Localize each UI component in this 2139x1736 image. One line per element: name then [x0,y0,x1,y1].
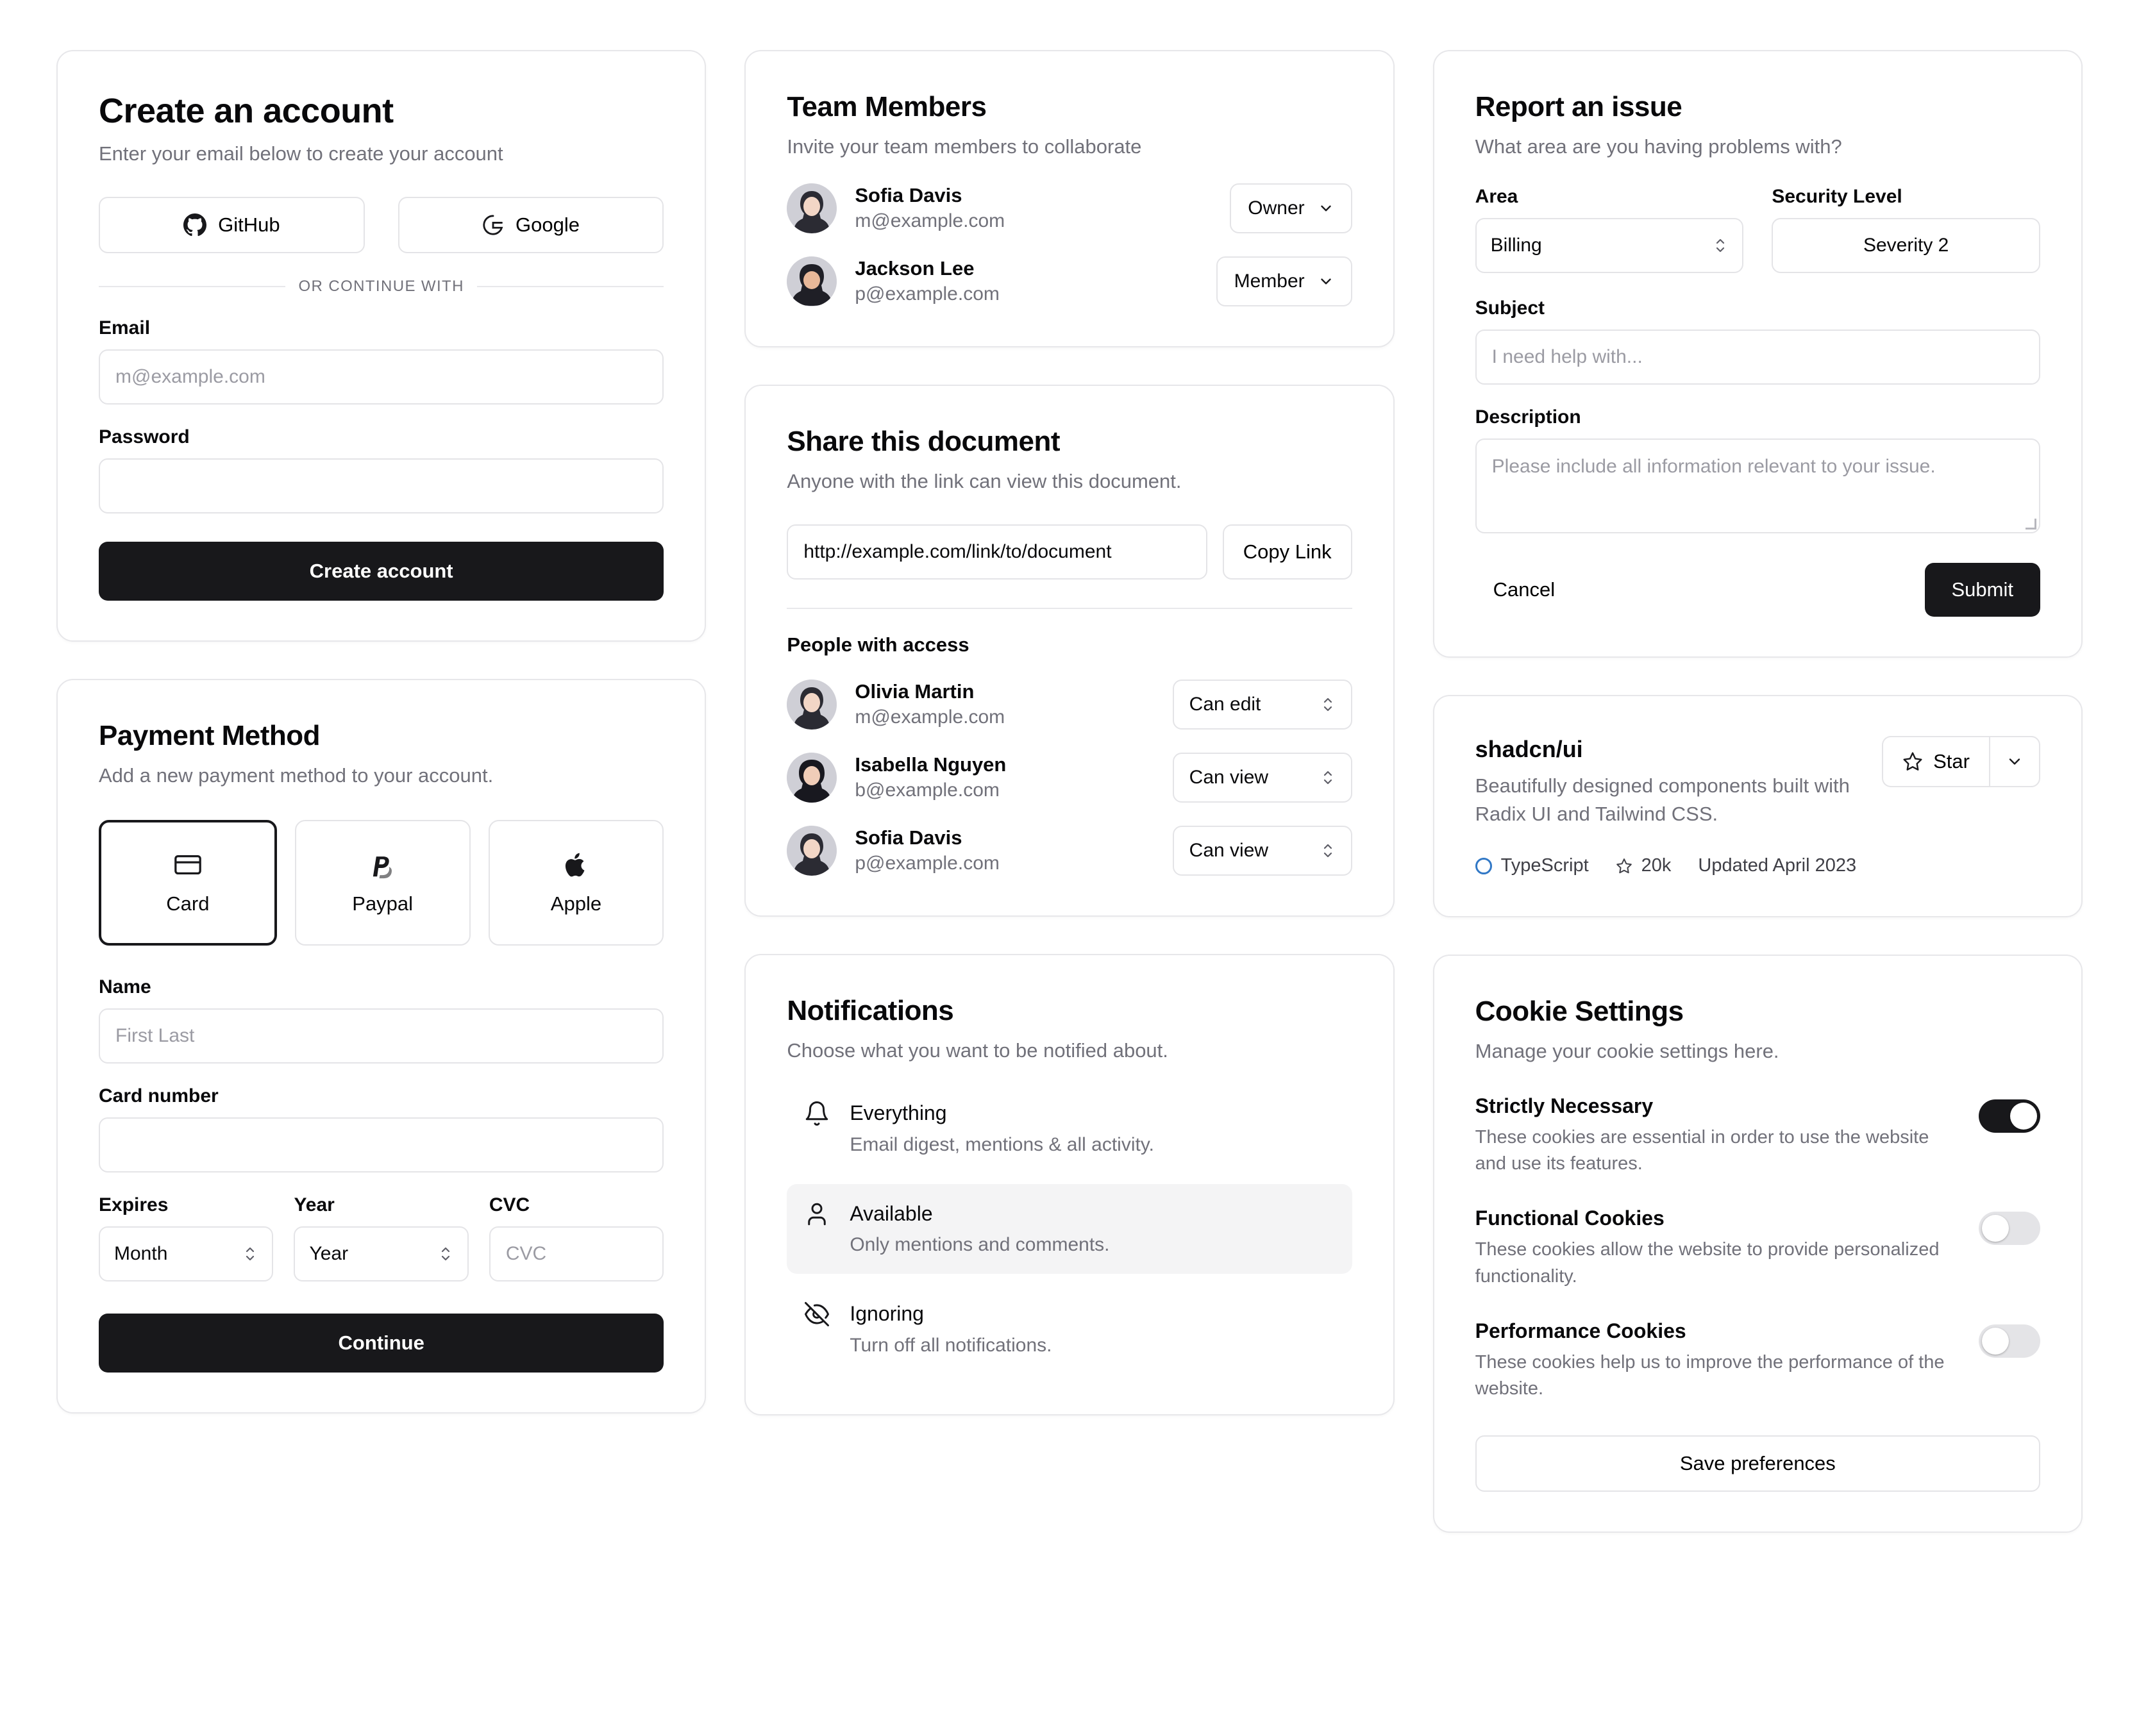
toggle-strictly-necessary[interactable] [1979,1099,2040,1133]
member-info [855,680,1154,730]
area-select[interactable] [1475,218,1744,273]
access-select-0[interactable] [1173,680,1352,730]
cookie-text [1475,1206,1953,1289]
notification-option-everything[interactable] [787,1083,1352,1174]
submit-button[interactable]: Submit [1925,563,2040,617]
year-value: Year [309,1243,349,1265]
password-input[interactable] [99,458,664,513]
chevron-updown-icon [1320,767,1336,789]
toggle-knob [1982,1215,2009,1242]
cvc-label: CVC [489,1194,530,1216]
star-icon [1616,858,1632,874]
avatar [787,680,837,730]
notification-subtitle: Email digest, mentions & all activity. [850,1133,1154,1155]
cookie-row-title: Performance Cookies [1475,1319,1686,1342]
name-label: Name [99,976,151,998]
payment-method-card [56,679,706,1414]
avatar [787,753,837,803]
payment-option-paypal-label: Paypal [352,892,414,915]
save-preferences-button[interactable]: Save preferences [1475,1435,2040,1492]
cookie-row-performance [1475,1319,2040,1402]
area-label: Area [1475,185,1518,207]
description-label: Description [1475,406,1581,428]
share-link-row [787,524,1352,580]
chevron-updown-icon [1320,840,1336,862]
star-icon [1902,751,1923,772]
payment-description: Add a new payment method to your account. [99,764,494,787]
notification-text [850,1201,1109,1258]
payment-option-apple[interactable] [489,820,664,946]
member-info [855,183,1212,233]
cvc-field-group [489,1194,664,1281]
security-level-select[interactable] [1772,218,2040,273]
email-input[interactable]: m@example.com [99,349,664,405]
list-item [787,680,1352,730]
access-value: Can edit [1189,693,1261,715]
subject-field-group [1475,297,2040,385]
copy-link-button[interactable]: Copy Link [1223,524,1352,580]
notifications-description: Choose what you want to be notified about. [787,1039,1168,1062]
year-label: Year [294,1194,335,1216]
role-value: Member [1234,270,1305,292]
cancel-button[interactable]: Cancel [1475,563,1573,617]
notification-options [787,1083,1352,1374]
chevron-down-icon [1318,273,1334,290]
table-row [787,183,1352,233]
name-input[interactable]: First Last [99,1008,664,1064]
subject-label: Subject [1475,297,1545,319]
notifications-title: Notifications [787,994,954,1026]
notification-option-available[interactable] [787,1184,1352,1274]
people-with-access-label: People with access [787,633,969,656]
card-number-label: Card number [99,1085,219,1107]
toggle-functional-cookies[interactable] [1979,1212,2040,1245]
column-middle [744,50,1394,1415]
continue-button[interactable]: Continue [99,1314,664,1373]
card-number-field-group [99,1085,664,1173]
access-select-2[interactable] [1173,826,1352,876]
notification-title: Everything [850,1101,947,1124]
repo-star-count: 20k [1641,855,1672,876]
role-select-owner[interactable] [1230,183,1352,233]
repo-language-label: TypeScript [1500,855,1589,876]
share-document-card [744,385,1394,917]
repo-updated-label: Updated April 2023 [1698,855,1857,876]
avatar [787,826,837,876]
team-description: Invite your team members to collaborate [787,135,1142,158]
google-icon [482,214,504,236]
security-level-label: Security Level [1772,185,1902,207]
repo-meta [1475,855,2040,876]
repo-description: Beautifully designed components built with Radix UI and Tailwind CSS. [1475,774,1850,825]
access-value: Can view [1189,839,1269,861]
cookie-text [1475,1094,1953,1177]
cookie-settings-card [1433,955,2083,1533]
payment-option-card[interactable] [99,820,277,946]
notifications-card [744,954,1394,1415]
role-select-member[interactable] [1216,256,1352,306]
security-level-field-group [1772,186,2040,273]
repo-name: shadcn/ui [1475,735,1583,762]
person-name: Sofia Davis [855,826,962,849]
description-field-group [1475,406,2040,533]
team-title: Team Members [787,91,987,122]
report-actions [1475,563,2040,617]
star-dropdown-button[interactable] [1989,736,2040,787]
expires-value: Month [114,1243,168,1265]
credit-card-icon [173,850,203,880]
cookie-row-description: These cookies are essential in order to use the website and use its features. [1475,1127,1929,1174]
team-members-card [744,50,1394,347]
report-issue-card [1433,50,2083,658]
page-title: Create an account [99,92,394,130]
person-email: m@example.com [855,706,1005,728]
access-select-1[interactable] [1173,753,1352,803]
expiry-row [99,1194,664,1281]
star-button-group [1882,736,2040,787]
google-button[interactable] [398,197,664,253]
area-value: Billing [1490,234,1542,256]
create-account-card [56,50,706,642]
chevron-updown-icon [242,1243,258,1265]
list-item [787,826,1352,876]
github-icon [183,213,206,237]
payment-title: Payment Method [99,720,321,752]
cookie-row-title: Strictly Necessary [1475,1094,1654,1117]
person-name: Olivia Martin [855,680,975,703]
avatar [787,256,837,306]
payment-option-card-label: Card [166,892,210,915]
notification-subtitle: Turn off all notifications. [850,1334,1052,1356]
card-number-input[interactable] [99,1117,664,1173]
create-account-description: Enter your email below to create your account [99,142,503,165]
column-right [1433,50,2083,1533]
member-email: p@example.com [855,283,1000,305]
cookie-description: Manage your cookie settings here. [1475,1039,1779,1062]
chevron-updown-icon [438,1243,453,1265]
password-field-group [99,426,664,513]
google-button-label: Google [516,213,580,237]
toggle-knob [1982,1328,2009,1355]
repo-stars [1616,855,1672,876]
cookie-row-title: Functional Cookies [1475,1206,1665,1230]
subject-input[interactable]: I need help with... [1475,330,2040,385]
notification-text [850,1301,1052,1358]
github-button-label: GitHub [218,213,280,237]
divider [787,608,1352,609]
report-description: What area are you having problems with? [1475,135,1842,158]
divider-label: OR CONTINUE WITH [298,278,464,296]
password-label: Password [99,426,190,448]
chevron-updown-icon [1320,694,1336,715]
email-field-group [99,317,664,405]
area-field-group [1475,186,1744,273]
person-email: b@example.com [855,779,1000,801]
description-textarea[interactable]: Please include all information relevant to your issue. [1475,438,2040,533]
divider-line-left [99,286,285,287]
avatar [787,183,837,233]
cookie-row-strictly-necessary [1475,1094,2040,1177]
or-divider [99,278,664,296]
person-email: p@example.com [855,852,1000,874]
repo-language [1475,855,1589,876]
name-field-group [99,976,664,1064]
person-icon [803,1201,830,1228]
notification-title: Ignoring [850,1302,924,1326]
chevron-down-icon [1318,200,1334,217]
share-title: Share this document [787,425,1061,457]
member-info [855,753,1154,803]
cookie-title: Cookie Settings [1475,996,1684,1028]
star-button[interactable] [1882,736,1989,787]
paypal-icon [368,850,398,880]
repo-text [1475,736,1860,828]
member-name: Sofia Davis [855,184,962,207]
payment-options [99,820,664,946]
divider-line-right [477,286,664,287]
toggle-performance-cookies[interactable] [1979,1324,2040,1358]
person-name: Isabella Nguyen [855,753,1007,776]
payment-option-apple-label: Apple [550,892,602,915]
table-row [787,256,1352,306]
year-select[interactable] [294,1226,468,1281]
cookie-row-functional [1475,1206,2040,1289]
language-dot-icon [1475,858,1492,874]
share-link-input[interactable]: http://example.com/link/to/document [787,524,1207,580]
chevron-down-icon [2006,753,2024,771]
share-description: Anyone with the link can view this document. [787,469,1182,492]
github-button[interactable] [99,197,365,253]
notification-title: Available [850,1201,933,1225]
repo-header [1475,736,2040,828]
member-info [855,256,1198,306]
bell-icon [803,1100,830,1127]
toggle-knob [2010,1103,2037,1130]
expires-label: Expires [99,1194,169,1216]
report-title: Report an issue [1475,91,1682,122]
cookie-row-description: These cookies allow the website to provide personalized functionality. [1475,1239,1940,1287]
create-account-button[interactable]: Create account [99,542,664,601]
star-button-label: Star [1933,749,1970,772]
role-value: Owner [1248,197,1305,219]
cookie-text [1475,1319,1953,1402]
column-left [56,50,706,1414]
cookie-row-description: These cookies help us to improve the performance of the website. [1475,1351,1945,1399]
apple-icon [561,850,591,880]
security-level-value: Severity 2 [1863,234,1949,256]
oauth-row [99,197,664,253]
repo-card [1433,695,2083,917]
access-value: Can view [1189,766,1269,788]
payment-option-paypal[interactable] [295,820,471,946]
notification-subtitle: Only mentions and comments. [850,1234,1110,1256]
expires-select[interactable] [99,1226,273,1281]
report-row [1475,186,2040,273]
chevron-updown-icon [1713,235,1728,256]
list-item [787,753,1352,803]
cvc-input[interactable]: CVC [489,1226,664,1281]
member-email: m@example.com [855,210,1005,231]
email-label: Email [99,317,151,339]
notification-option-ignoring[interactable] [787,1284,1352,1374]
notification-text [850,1100,1154,1157]
member-info [855,826,1154,876]
expires-field-group [99,1194,273,1281]
eye-off-icon [803,1301,830,1328]
member-name: Jackson Lee [855,257,975,280]
year-field-group [294,1194,468,1281]
repo-updated [1698,855,1856,876]
